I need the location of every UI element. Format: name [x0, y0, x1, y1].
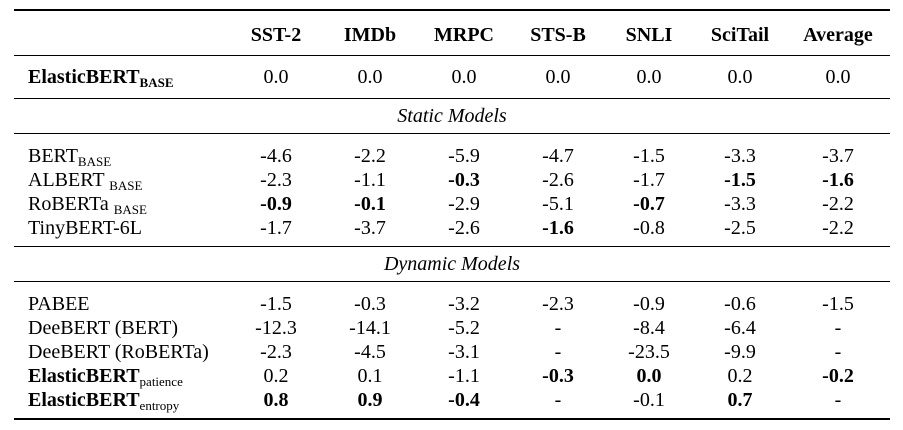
- section-label: Static Models: [14, 99, 890, 134]
- cell: -2.2: [822, 193, 854, 215]
- cell: 0.0: [324, 56, 416, 99]
- cell: -3.1: [448, 341, 480, 363]
- cell: -1.1: [354, 169, 386, 191]
- header-average: Average: [786, 10, 890, 56]
- section-label: Dynamic Models: [14, 247, 890, 282]
- cell: -1.5: [724, 169, 756, 191]
- table-row: [14, 388, 890, 419]
- cell: -12.3: [255, 317, 297, 339]
- cell: -1.7: [260, 217, 292, 239]
- cell: -2.9: [448, 193, 480, 215]
- header-snli: SNLI: [604, 10, 694, 56]
- cell: -: [512, 388, 604, 419]
- cell: -0.3: [448, 169, 480, 191]
- section-static: [14, 99, 890, 134]
- cell: 0.0: [416, 56, 512, 99]
- results-table: [14, 9, 890, 420]
- model-name: TinyBERT-6L: [28, 217, 143, 239]
- cell: -1.5: [604, 134, 694, 169]
- cell: -1.1: [448, 365, 480, 387]
- header-sst2: SST-2: [228, 10, 324, 56]
- header-scitail: SciTail: [694, 10, 786, 56]
- cell: -2.5: [724, 217, 756, 239]
- baseline-row: [14, 56, 890, 99]
- header-imdb: IMDb: [324, 10, 416, 56]
- cell: -: [786, 388, 890, 419]
- cell: 0.1: [357, 365, 383, 387]
- cell: -1.7: [633, 169, 665, 191]
- cell: -5.1: [542, 193, 574, 215]
- cell: -9.9: [724, 341, 756, 363]
- cell: -5.9: [416, 134, 512, 169]
- table-row: [14, 282, 890, 317]
- cell: -0.3: [542, 365, 574, 387]
- cell: 0.2: [263, 365, 289, 387]
- cell: -0.1: [604, 388, 694, 419]
- header-model-col: [14, 10, 228, 56]
- table-row: [14, 192, 890, 216]
- cell: 0.7: [694, 388, 786, 419]
- cell: -1.6: [542, 217, 574, 239]
- cell: -1.6: [822, 169, 854, 191]
- cell: 0.0: [228, 56, 324, 99]
- cell: -: [834, 317, 842, 339]
- model-name: RoBERTa $_{BASE}$: [28, 193, 147, 217]
- cell: -14.1: [349, 317, 391, 339]
- cell: -2.6: [448, 217, 480, 239]
- cell: -: [834, 341, 842, 363]
- model-name: DeeBERT (RoBERTa): [28, 341, 209, 363]
- cell: -0.9: [604, 282, 694, 317]
- cell: 0.0: [512, 56, 604, 99]
- cell: -0.6: [694, 282, 786, 317]
- table-row: [14, 364, 890, 388]
- model-name: ALBERT $_{BASE}$: [28, 169, 143, 193]
- table-row: [14, 316, 890, 340]
- cell: -0.8: [633, 217, 665, 239]
- header-stsb: STS-B: [512, 10, 604, 56]
- cell: -: [554, 341, 562, 363]
- cell: -2.3: [260, 169, 292, 191]
- cell: -2.3: [512, 282, 604, 317]
- cell: 0.0: [604, 56, 694, 99]
- cell: -4.6: [228, 134, 324, 169]
- cell: 0.0: [694, 56, 786, 99]
- cell: 0.9: [324, 388, 416, 419]
- cell: -5.2: [448, 317, 480, 339]
- cell: -0.4: [416, 388, 512, 419]
- cell: -1.5: [786, 282, 890, 317]
- cell: 0.2: [727, 365, 753, 387]
- cell: -2.3: [260, 341, 292, 363]
- cell: -0.2: [822, 365, 854, 387]
- table-row: [14, 168, 890, 192]
- cell: -2.2: [324, 134, 416, 169]
- cell: -3.2: [416, 282, 512, 317]
- cell: -3.7: [786, 134, 890, 169]
- cell: -8.4: [633, 317, 665, 339]
- cell: -3.3: [694, 134, 786, 169]
- cell: -: [554, 317, 562, 339]
- cell: -4.5: [354, 341, 386, 363]
- model-name: $BERT_{BASE}$: [14, 134, 228, 169]
- section-dynamic: [14, 247, 890, 282]
- model-name: PABEE: [14, 282, 228, 317]
- model-name: ElasticBERT$_{BASE}$: [14, 56, 228, 99]
- cell: -2.6: [542, 169, 574, 191]
- cell: -1.5: [228, 282, 324, 317]
- model-name: DeeBERT (BERT): [28, 317, 178, 339]
- header-row: [14, 10, 890, 56]
- cell: -0.1: [354, 193, 386, 215]
- cell: -2.2: [822, 217, 854, 239]
- model-name: ElasticBERT$_{patience}$: [28, 365, 183, 389]
- table-row: [14, 134, 890, 169]
- cell: 0.0: [636, 365, 662, 387]
- table-row: [14, 216, 890, 247]
- table-row: [14, 340, 890, 364]
- header-mrpc: MRPC: [416, 10, 512, 56]
- model-name: ElasticBERT$_{entropy}$: [14, 388, 228, 419]
- cell: -3.7: [354, 217, 386, 239]
- cell: -4.7: [512, 134, 604, 169]
- cell: 0.8: [228, 388, 324, 419]
- cell: -0.3: [324, 282, 416, 317]
- cell: -3.3: [724, 193, 756, 215]
- cell: -23.5: [628, 341, 670, 363]
- cell: -6.4: [724, 317, 756, 339]
- cell: 0.0: [786, 56, 890, 99]
- cell: -0.7: [633, 193, 665, 215]
- cell: -0.9: [260, 193, 292, 215]
